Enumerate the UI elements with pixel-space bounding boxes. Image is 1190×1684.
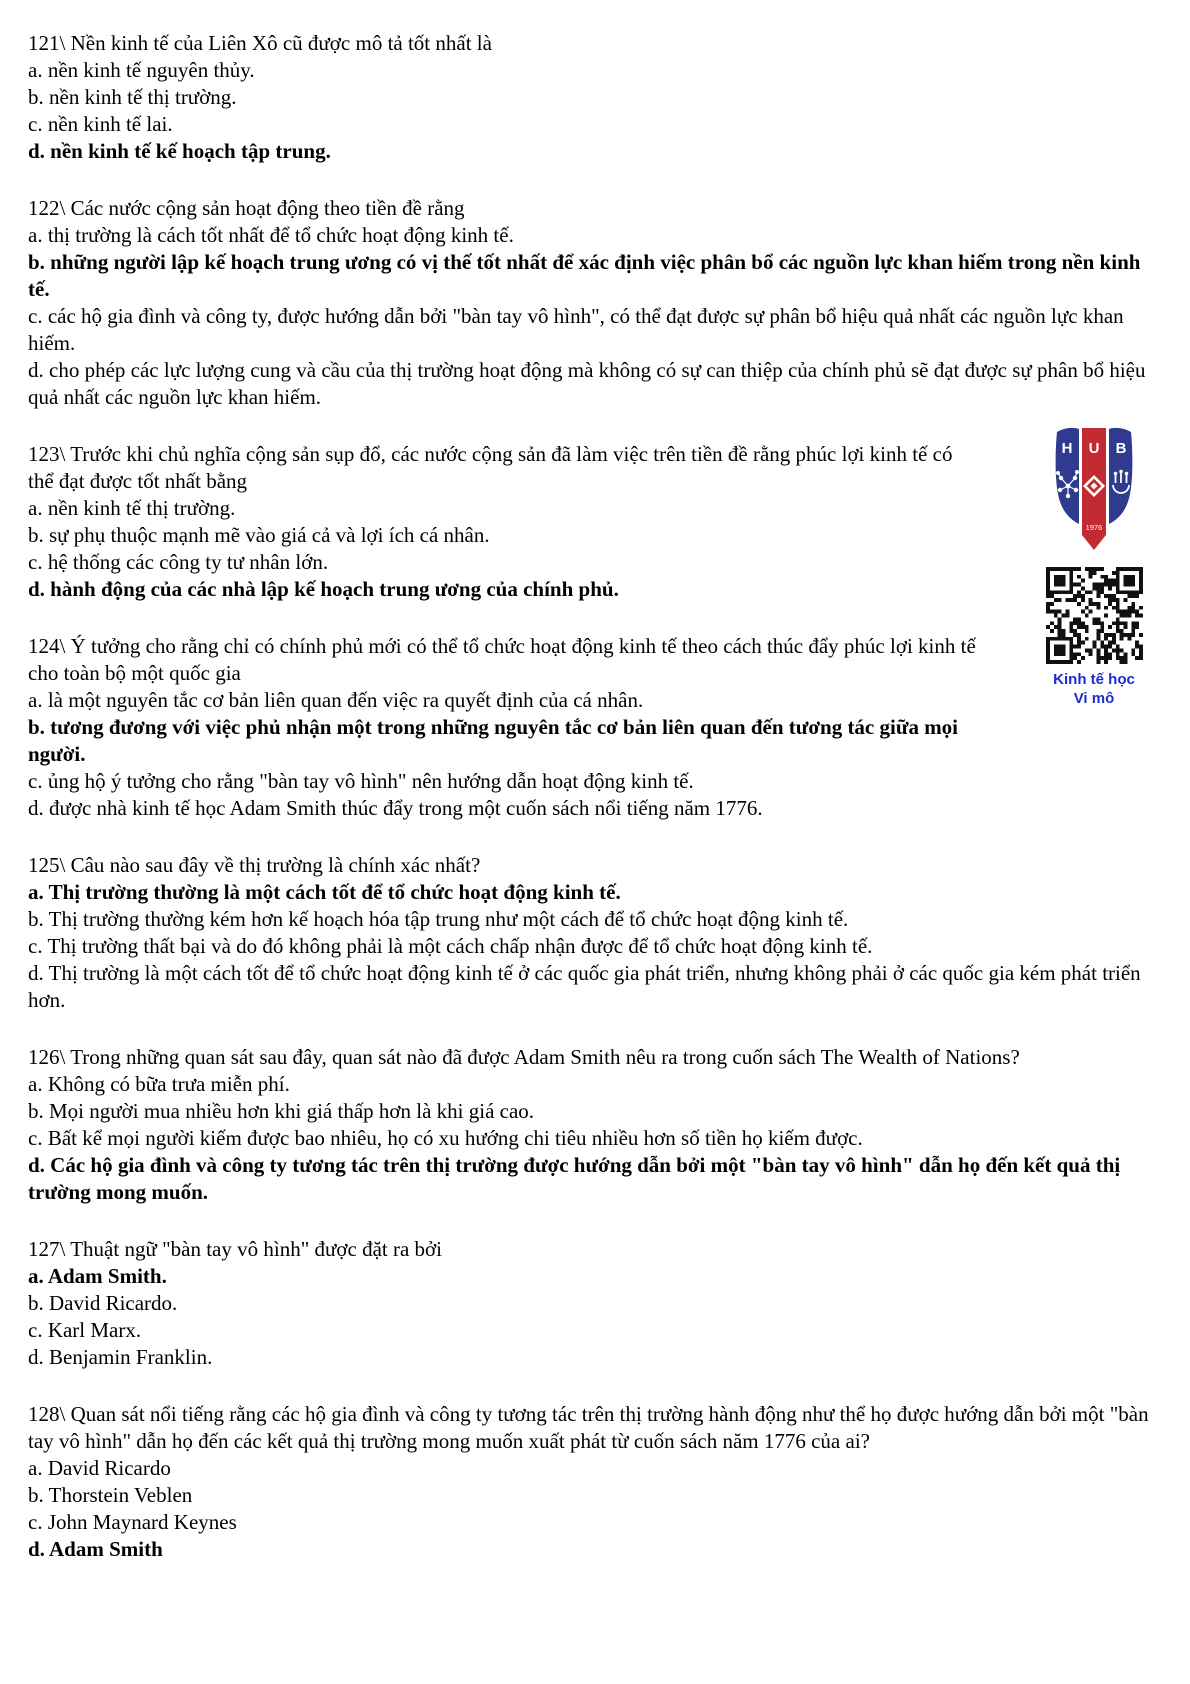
course-caption-line1: Kinh tế học bbox=[1053, 671, 1135, 688]
question-stem: 121\ Nền kinh tế của Liên Xô cũ được mô tả tốt nhất là bbox=[28, 31, 492, 55]
answer-option: c. John Maynard Keynes bbox=[28, 1510, 237, 1534]
document-aside bbox=[1042, 424, 1146, 708]
answer-option: b. Mọi người mua nhiều hơn khi giá thấp hơn là khi giá cao. bbox=[28, 1099, 535, 1123]
answer-option: b. những người lập kế hoạch trung ương có vị thế tốt nhất để xác định việc phân bổ các nguồn lực khan hiếm trong nền kinh tế. bbox=[28, 250, 1141, 301]
answer-option: c. Bất kể mọi người kiếm được bao nhiêu, họ có xu hướng chi tiêu nhiều hơn số tiền họ kiếm được. bbox=[28, 1126, 863, 1150]
answer-option: c. các hộ gia đình và công ty, được hướng dẫn bởi "bàn tay vô hình", có thể đạt được sự phân bổ hiệu quả nhất các nguồn lực khan hiếm. bbox=[28, 304, 1124, 355]
answer-option: b. David Ricardo. bbox=[28, 1291, 178, 1315]
answer-option: c. hệ thống các công ty tư nhân lớn. bbox=[28, 550, 329, 574]
question-block bbox=[28, 1401, 1162, 1563]
question-stem: 128\ Quan sát nổi tiếng rằng các hộ gia đình và công ty tương tác trên thị trường hành động như thể họ được hướng dẫn bởi một "bàn tay vô hình" dẫn họ đến các kết quả thị trường mong muốn xuất phát từ cuốn sách năm 1776 của ai? bbox=[28, 1402, 1149, 1453]
answer-option: b. sự phụ thuộc mạnh mẽ vào giá cả và lợi ích cá nhân. bbox=[28, 523, 490, 547]
question-stem: 126\ Trong những quan sát sau đây, quan sát nào đã được Adam Smith nêu ra trong cuốn sách The Wealth of Nations? bbox=[28, 1045, 1020, 1069]
question-block bbox=[28, 441, 980, 603]
question-block bbox=[28, 633, 980, 822]
logo-year: 1976 bbox=[1085, 523, 1103, 532]
answer-option: c. ủng hộ ý tưởng cho rằng "bàn tay vô hình" nên hướng dẫn hoạt động kinh tế. bbox=[28, 769, 694, 793]
answer-option: a. David Ricardo bbox=[28, 1456, 171, 1480]
question-stem: 123\ Trước khi chủ nghĩa cộng sản sụp đổ, các nước cộng sản đã làm việc trên tiền đề rằng phúc lợi kinh tế có thể đạt được tốt nhất bằng bbox=[28, 442, 953, 493]
answer-option: d. Thị trường là một cách tốt để tổ chức hoạt động kinh tế ở các quốc gia phát triển, nhưng không phải ở các quốc gia kém phát triển hơn. bbox=[28, 961, 1141, 1012]
answer-option: b. tương đương với việc phủ nhận một trong những nguyên tắc cơ bản liên quan đến tương tác giữa mọi người. bbox=[28, 715, 959, 766]
question-block bbox=[28, 1236, 1162, 1371]
answer-option: c. Thị trường thất bại và do đó không phải là một cách chấp nhận được để tổ chức hoạt động kinh tế. bbox=[28, 934, 873, 958]
answer-option: a. là một nguyên tắc cơ bản liên quan đến việc ra quyết định của cá nhân. bbox=[28, 688, 644, 712]
answer-option: b. nền kinh tế thị trường. bbox=[28, 85, 237, 109]
question-block bbox=[28, 195, 1162, 411]
answer-option: d. cho phép các lực lượng cung và cầu của thị trường hoạt động mà không có sự can thiệp của chính phủ sẽ đạt được sự phân bổ hiệu quả nhất các nguồn lực khan hiếm. bbox=[28, 358, 1146, 409]
question-stem: 127\ Thuật ngữ "bàn tay vô hình" được đặt ra bởi bbox=[28, 1237, 442, 1261]
question-block bbox=[28, 852, 1162, 1014]
answer-option: a. Không có bữa trưa miễn phí. bbox=[28, 1072, 290, 1096]
answer-option: a. Adam Smith. bbox=[28, 1264, 167, 1288]
question-stem: 124\ Ý tưởng cho rằng chỉ có chính phủ mới có thể tổ chức hoạt động kinh tế theo cách thúc đẩy phúc lợi kinh tế cho toàn bộ một quốc gia bbox=[28, 634, 976, 685]
answer-option: b. Thorstein Veblen bbox=[28, 1483, 193, 1507]
logo-letter-u: U bbox=[1088, 440, 1100, 457]
answer-option: a. nền kinh tế nguyên thủy. bbox=[28, 58, 255, 82]
logo-letter-b: B bbox=[1115, 440, 1127, 457]
course-caption-line2: Vi mô bbox=[1073, 690, 1115, 707]
answer-option: a. nền kinh tế thị trường. bbox=[28, 496, 236, 520]
answer-option: a. thị trường là cách tốt nhất để tổ chức hoạt động kinh tế. bbox=[28, 223, 514, 247]
question-block bbox=[28, 1044, 1162, 1206]
university-logo bbox=[1048, 424, 1140, 559]
qr-code bbox=[1046, 567, 1143, 664]
answer-option: d. Benjamin Franklin. bbox=[28, 1345, 213, 1369]
question-list bbox=[28, 30, 1162, 1563]
answer-option: d. hành động của các nhà lập kế hoạch trung ương của chính phủ. bbox=[28, 577, 619, 601]
answer-option: b. Thị trường thường kém hơn kế hoạch hóa tập trung như một cách để tổ chức hoạt động kinh tế. bbox=[28, 907, 849, 931]
answer-option: d. được nhà kinh tế học Adam Smith thúc đẩy trong một cuốn sách nổi tiếng năm 1776. bbox=[28, 796, 763, 820]
question-stem: 125\ Câu nào sau đây về thị trường là chính xác nhất? bbox=[28, 853, 481, 877]
answer-option: c. nền kinh tế lai. bbox=[28, 112, 173, 136]
answer-option: a. Thị trường thường là một cách tốt để tổ chức hoạt động kinh tế. bbox=[28, 880, 621, 904]
answer-option: d. nền kinh tế kế hoạch tập trung. bbox=[28, 139, 331, 163]
answer-option: d. Adam Smith bbox=[28, 1537, 163, 1561]
question-stem: 122\ Các nước cộng sản hoạt động theo tiền đề rằng bbox=[28, 196, 465, 220]
logo-letter-h: H bbox=[1061, 440, 1073, 457]
answer-option: c. Karl Marx. bbox=[28, 1318, 142, 1342]
course-caption bbox=[1042, 670, 1146, 708]
question-block bbox=[28, 30, 1162, 165]
answer-option: d. Các hộ gia đình và công ty tương tác trên thị trường được hướng dẫn bởi một "bàn tay vô hình" dẫn họ đến kết quả thị trường mong muốn. bbox=[28, 1153, 1121, 1204]
document-page bbox=[28, 30, 1162, 1593]
